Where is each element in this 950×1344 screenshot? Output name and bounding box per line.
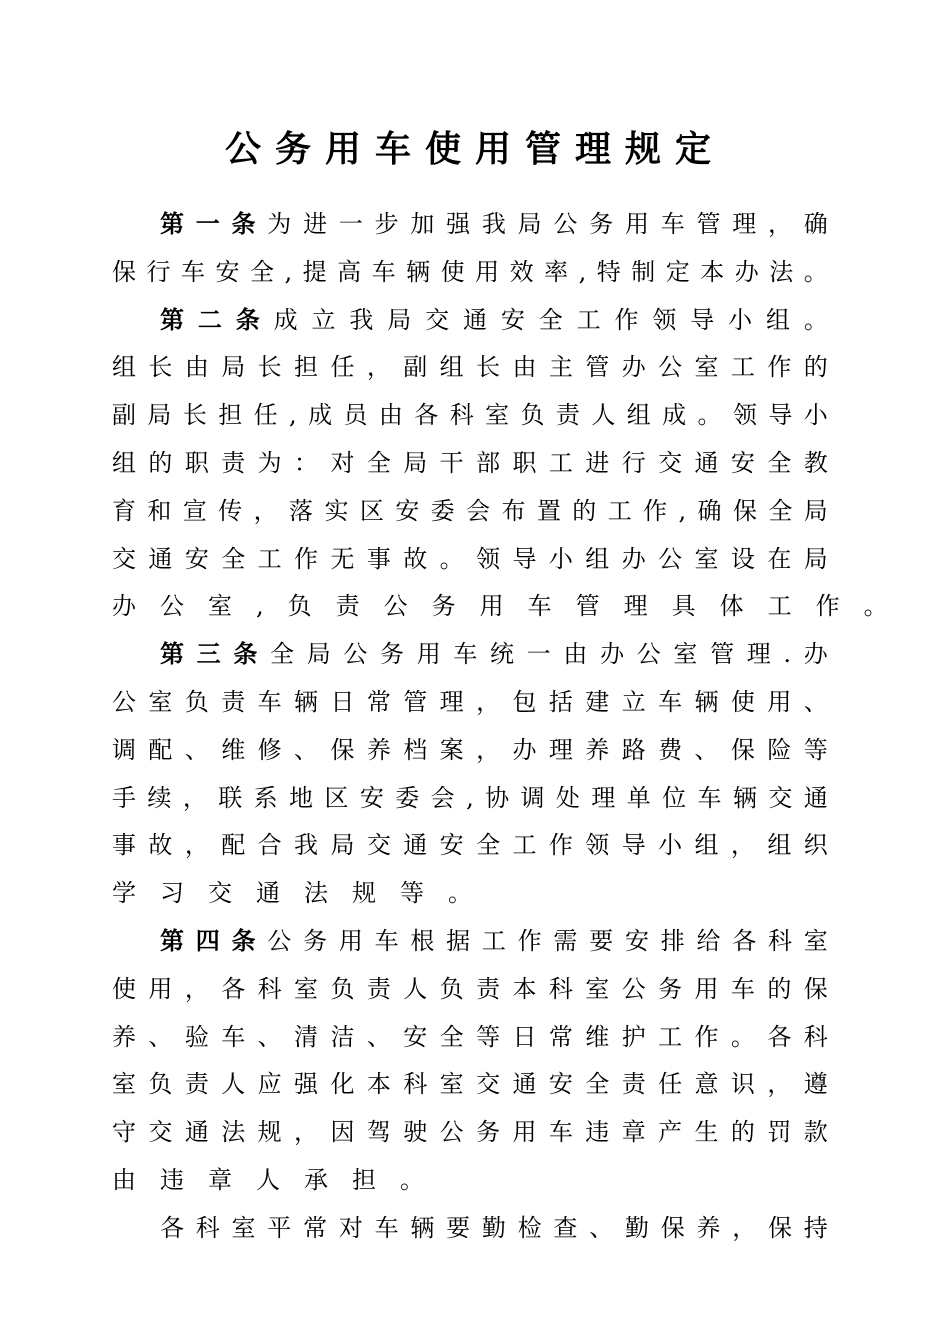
text-line: 室 负 责 人 应 强 化 本 科 室 交 通 安 全 责 任 意 识 ， 遵 — [112, 1070, 828, 1099]
text-line: 保 行 车 安 全 , 提 高 车 辆 使 用 效 率 , 特 制 定 本 办 法 。 — [112, 257, 828, 286]
text-line: 养 、 验 车 、 清 洁 、 安 全 等 日 常 维 护 工 作 。 各 科 — [112, 1022, 828, 1051]
text-line: 育 和 宣 传 ， 落 实 区 安 委 会 布 置 的 工 作 , 确 保 全 局 — [112, 496, 828, 525]
text-line: 第 四 条 公 务 用 车 根 据 工 作 需 要 安 排 给 各 科 室 — [160, 927, 828, 955]
text-line: 交 通 安 全 工 作 无 事 故 。 领 导 小 组 办 公 室 设 在 局 — [112, 544, 828, 573]
text-line: 第 三 条 全 局 公 务 用 车 统 一 由 办 公 室 管 理 . 办 — [160, 640, 828, 669]
text-line: 使 用 ， 各 科 室 负 责 人 负 责 本 科 室 公 务 用 车 的 保 — [112, 974, 828, 1003]
text-line: 副 局 长 担 任 , 成 员 由 各 科 室 负 责 人 组 成 。 领 导 小 — [112, 401, 828, 430]
text-line: 守 交 通 法 规 ， 因 驾 驶 公 务 用 车 违 章 产 生 的 罚 款 — [112, 1118, 828, 1147]
text-line: 学 习 交 通 法 规 等 。 — [112, 879, 472, 908]
text-line: 事 故 ， 配 合 我 局 交 通 安 全 工 作 领 导 小 组 ， 组 织 — [112, 831, 828, 860]
text-line: 组 长 由 局 长 担 任 ， 副 组 长 由 主 管 办 公 室 工 作 的 — [112, 353, 828, 382]
text-line: 第 一 条 为 进 一 步 加 强 我 局 公 务 用 车 管 理 ， 确 — [160, 210, 828, 238]
text-line: 由 违 章 人 承 担 。 — [112, 1166, 424, 1194]
text-line: 办 公 室 , 负 责 公 务 用 车 管 理 具 体 工 作 。 — [112, 592, 888, 621]
text-line: 调 配 、 维 修 、 保 养 档 案 ， 办 理 养 路 费 、 保 险 等 — [112, 735, 828, 764]
text-line: 公 室 负 责 车 辆 日 常 管 理 ， 包 括 建 立 车 辆 使 用 、 — [112, 688, 828, 716]
page-title: 公务用车使用管理规定 — [224, 129, 725, 170]
text-line: 组 的 职 责 为 ： 对 全 局 干 部 职 工 进 行 交 通 安 全 教 — [112, 449, 828, 477]
text-line: 第 二 条 成 立 我 局 交 通 安 全 工 作 领 导 小 组 。 — [160, 305, 828, 334]
text-line: 手 续 ， 联 系 地 区 安 委 会 , 协 调 处 理 单 位 车 辆 交 通 — [112, 783, 828, 812]
text-line: 各 科 室 平 常 对 车 辆 要 勤 检 查 、 勤 保 养 ， 保 持 — [160, 1213, 828, 1242]
